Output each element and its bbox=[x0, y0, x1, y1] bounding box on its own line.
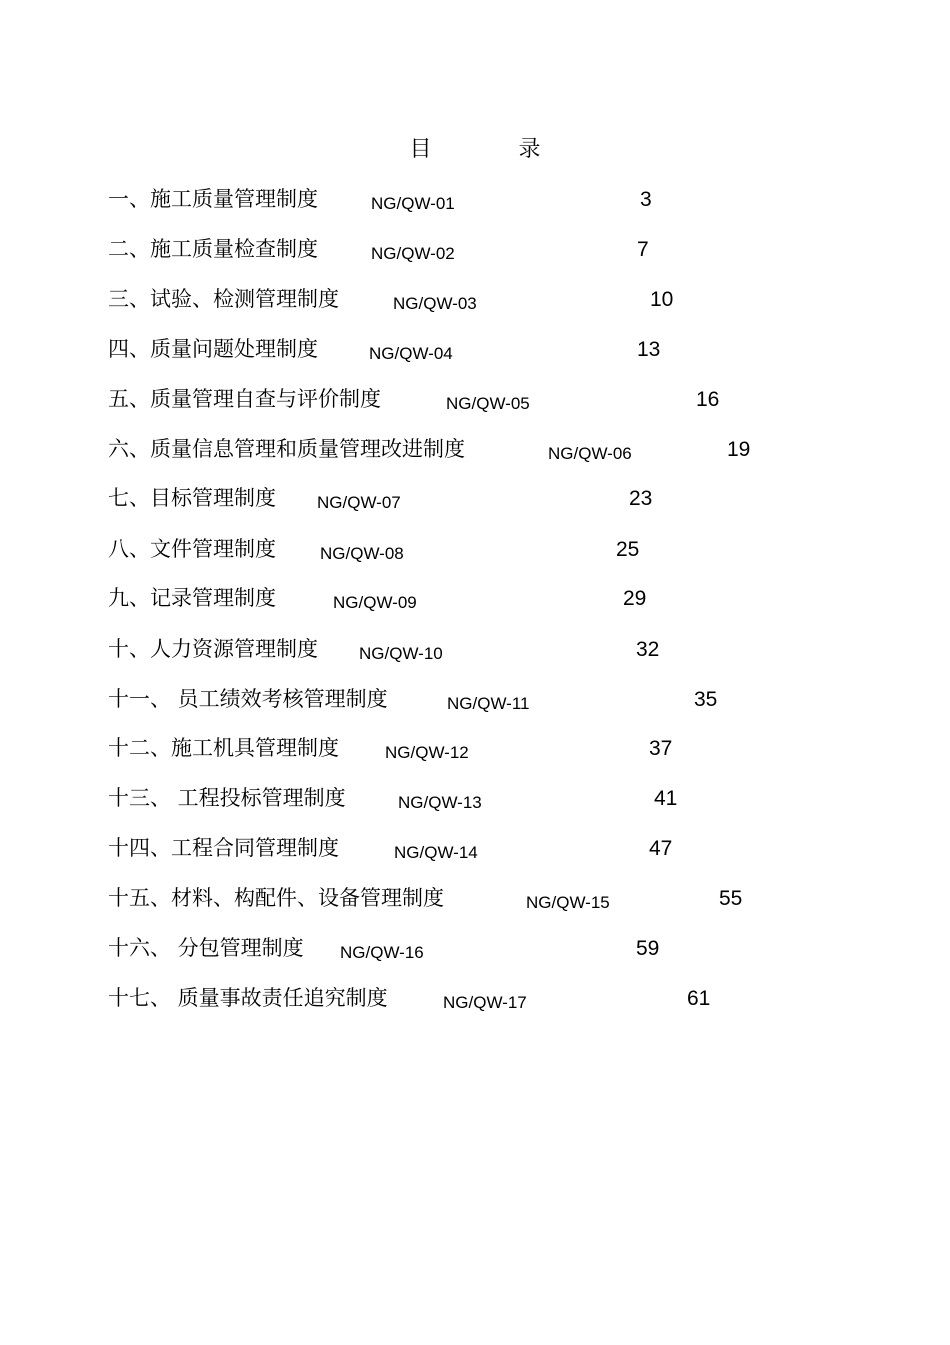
toc-entry bbox=[0, 934, 950, 974]
toc-entry-code: NG/QW-16 bbox=[340, 943, 424, 962]
toc-entry-name: 二、施工质量检查制度 bbox=[108, 237, 318, 261]
toc-entry bbox=[0, 734, 950, 774]
toc-entry-name: 十四、工程合同管理制度 bbox=[108, 836, 339, 860]
toc-entry bbox=[0, 784, 950, 824]
toc-entry-name: 十二、施工机具管理制度 bbox=[108, 736, 339, 760]
toc-entry bbox=[0, 285, 950, 325]
toc-entry-name: 十五、材料、构配件、设备管理制度 bbox=[108, 886, 444, 910]
toc-entry bbox=[0, 535, 950, 575]
toc-entry bbox=[0, 235, 950, 275]
toc-entry-name: 七、目标管理制度 bbox=[108, 486, 276, 510]
toc-entry-name: 八、文件管理制度 bbox=[108, 537, 276, 561]
toc-entry-page: 7 bbox=[637, 238, 649, 261]
toc-entry-code: NG/QW-12 bbox=[385, 743, 469, 762]
toc-entry-code: NG/QW-01 bbox=[371, 194, 455, 213]
toc-entry bbox=[0, 834, 950, 874]
toc-entry-name: 十一、 员工绩效考核管理制度 bbox=[108, 687, 388, 711]
toc-entry-code: NG/QW-15 bbox=[526, 893, 610, 912]
toc-entry-name: 一、施工质量管理制度 bbox=[108, 187, 318, 211]
toc-entry bbox=[0, 584, 950, 624]
toc-entry-name: 十七、 质量事故责任追究制度 bbox=[108, 986, 388, 1010]
page-title: 目 录 bbox=[409, 137, 581, 162]
toc-entry-page: 13 bbox=[637, 338, 661, 361]
toc-entry-code: NG/QW-06 bbox=[548, 444, 632, 463]
toc-entry bbox=[0, 884, 950, 924]
toc-entry-page: 23 bbox=[629, 487, 653, 510]
toc-entry-code: NG/QW-09 bbox=[333, 593, 417, 612]
toc-entry-code: NG/QW-14 bbox=[394, 843, 478, 862]
toc-entry-page: 29 bbox=[623, 587, 647, 610]
toc-entry bbox=[0, 635, 950, 675]
toc-entry bbox=[0, 435, 950, 475]
toc-entry-name: 十三、 工程投标管理制度 bbox=[108, 786, 346, 810]
toc-entry-code: NG/QW-17 bbox=[443, 993, 527, 1012]
toc-entry-page: 25 bbox=[616, 538, 640, 561]
toc-entry-name: 六、质量信息管理和质量管理改进制度 bbox=[108, 437, 465, 461]
toc-entry-name: 九、记录管理制度 bbox=[108, 586, 276, 610]
toc-entry-code: NG/QW-08 bbox=[320, 544, 404, 563]
toc-entry-page: 61 bbox=[687, 987, 711, 1010]
toc-entry-page: 41 bbox=[654, 787, 678, 810]
toc-entry-code: NG/QW-04 bbox=[369, 344, 453, 363]
toc-entry-name: 十六、 分包管理制度 bbox=[108, 936, 304, 960]
toc-entry bbox=[0, 385, 950, 425]
toc-entry-name: 五、质量管理自查与评价制度 bbox=[108, 387, 381, 411]
toc-entry-code: NG/QW-03 bbox=[393, 294, 477, 313]
toc-entry-code: NG/QW-10 bbox=[359, 644, 443, 663]
toc-entry-page: 55 bbox=[719, 887, 743, 910]
toc-entry bbox=[0, 984, 950, 1024]
toc-entry bbox=[0, 335, 950, 375]
toc-entry bbox=[0, 185, 950, 225]
toc-entry-name: 十、人力资源管理制度 bbox=[108, 637, 318, 661]
toc-entry-name: 三、试验、检测管理制度 bbox=[108, 287, 339, 311]
toc-entry-page: 16 bbox=[696, 388, 720, 411]
toc-entry-code: NG/QW-07 bbox=[317, 493, 401, 512]
toc-entry-code: NG/QW-13 bbox=[398, 793, 482, 812]
toc-entry-page: 37 bbox=[649, 737, 673, 760]
toc-entry bbox=[0, 685, 950, 725]
toc-entry-page: 10 bbox=[650, 288, 674, 311]
toc-entry-name: 四、质量问题处理制度 bbox=[108, 337, 318, 361]
toc-entry-code: NG/QW-02 bbox=[371, 244, 455, 263]
toc-entry-page: 32 bbox=[636, 638, 660, 661]
toc-entry-page: 47 bbox=[649, 837, 673, 860]
toc-entry-page: 59 bbox=[636, 937, 660, 960]
toc-entry-page: 35 bbox=[694, 688, 718, 711]
toc-entry-code: NG/QW-05 bbox=[446, 394, 530, 413]
toc-entry-code: NG/QW-11 bbox=[447, 694, 530, 713]
toc-entry-page: 19 bbox=[727, 438, 751, 461]
toc-entry bbox=[0, 484, 950, 524]
toc-entry-page: 3 bbox=[640, 188, 652, 211]
